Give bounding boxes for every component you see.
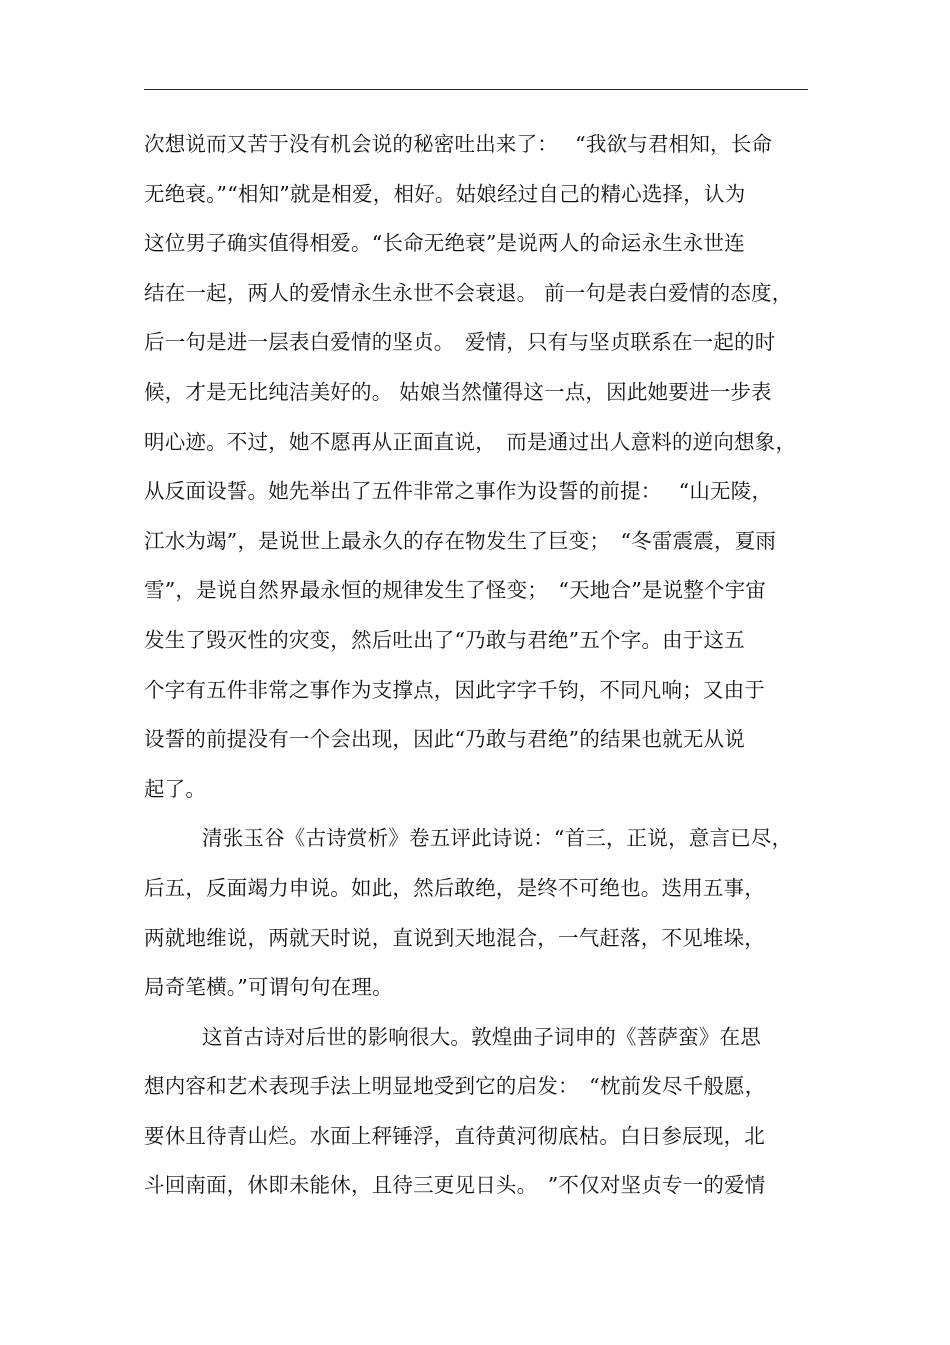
text-line: 斗回南面，休即未能休，且待三更见日头。 ”不仅对坚贞专一的爱情 — [144, 1173, 766, 1198]
text-line: 发生了毁灭性的灾变，然后吐出了“乃敢与君绝”五个字。由于这五 — [144, 627, 745, 652]
text-line: 无绝衰。”“相知”就是相爱，相好。姑娘经过自己的精心选择，认为 — [144, 181, 746, 206]
header-rule — [144, 89, 808, 90]
text-line: 雪”，是说自然界最永恒的规律发生了怪变； “天地合”是说整个宇宙 — [144, 578, 767, 603]
text-line: 从反面设誓。她先举出了五件非常之事作为设誓的前提： “山无陵， — [144, 479, 773, 504]
text-line: 后五，反面竭力申说。如此，然后敢绝，是终不可绝也。迭用五事， — [144, 875, 765, 900]
text-line: 两就地维说，两就天时说，直说到天地混合，一气赶落，不见堆垛， — [144, 925, 765, 950]
text-line: 这位男子确实值得相爱。“长命无绝衰”是说两人的命运永生永世连 — [144, 231, 745, 256]
text-line: 要休且待青山烂。水面上秤锤浮，直待黄河彻底枯。白日参辰现，北 — [144, 1123, 765, 1148]
text-line: 候，才是无比纯洁美好的。 姑娘当然懂得这一点，因此她要进一步表 — [144, 379, 772, 404]
text-line: 后一句是进一层表白爱情的坚贞。 爱情，只有与坚贞联系在一起的时 — [144, 330, 776, 355]
text-line: 个字有五件非常之事作为支撑点，因此字字千钧，不同凡响；又由于 — [144, 677, 765, 702]
text-line: 次想说而又苦于没有机会说的秘密吐出来了： “我欲与君相知，长命 — [144, 132, 773, 156]
text-line: 结在一起，两人的爱情永生永世不会衰退。 前一句是表白爱情的态度， — [144, 280, 793, 305]
text-line: 局奇笔横。”可谓句句在理。 — [144, 975, 393, 1000]
body-text — [144, 126, 808, 1217]
paragraph-start-line: 清张玉谷《古诗赏析》卷五评此诗说：“首三，正说，意言已尽， — [202, 826, 793, 851]
text-line: 江水为竭”，是说世上最永久的存在物发生了巨变； “冬雷震震，夏雨 — [144, 528, 777, 553]
paragraph-start-line: 这首古诗对后世的影响很大。敦煌曲子词申的《菩萨蛮》在思 — [202, 1024, 761, 1049]
text-line: 明心迹。不过，她不愿再从正面直说， 而是通过出人意料的逆向想象， — [144, 429, 797, 454]
text-line: 起了。 — [144, 776, 207, 801]
text-line: 设誓的前提没有一个会出现，因此“乃敢与君绝”的结果也就无从说 — [144, 727, 745, 752]
text-line: 想内容和艺术表现手法上明显地受到它的启发： “枕前发尽千般愿， — [144, 1074, 766, 1099]
